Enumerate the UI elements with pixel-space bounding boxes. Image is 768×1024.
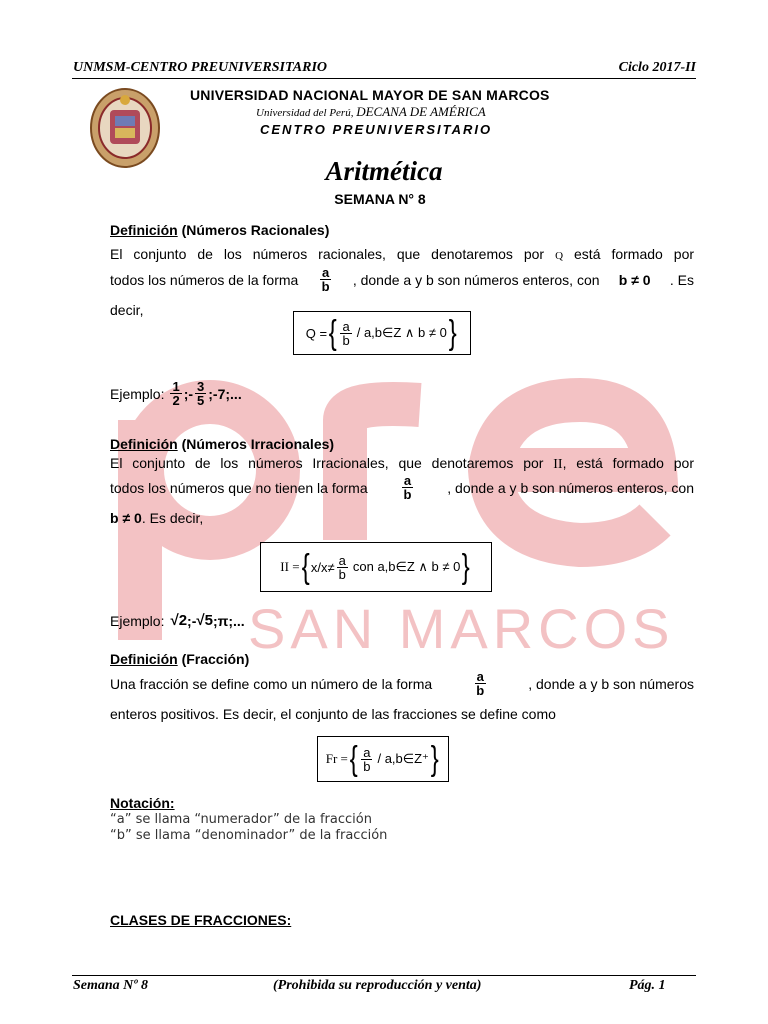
text: está formado por [574, 246, 695, 262]
numerator: 3 [197, 379, 205, 394]
center-name: CENTRO PREUNIVERSITARIO [260, 122, 493, 137]
example-fraction-2 [195, 380, 206, 407]
footer-rule [72, 975, 696, 976]
text: El conjunto de los números Irracionales, que denotaremos por [110, 455, 544, 471]
text: . Es [669, 271, 694, 288]
fraction-a-b [474, 670, 486, 697]
heading-topic: (Números Racionales) [181, 222, 330, 238]
set-fraction [340, 320, 351, 347]
heading-definicion: Definición [110, 436, 178, 452]
heading-topic: (Fracción) [181, 651, 250, 667]
tagline-big: DECANA DE AMÉRICA [356, 104, 486, 119]
denominator: b [321, 279, 330, 294]
right-brace: } [462, 548, 470, 586]
text: todos los números que no tienen la forma [110, 479, 368, 496]
heading-irracionales [110, 434, 334, 454]
example-tail: ;-7;... [208, 385, 242, 402]
denominator: b [342, 332, 350, 348]
numerator: a [342, 318, 350, 334]
heading-racionales [110, 220, 329, 240]
numerator: a [476, 669, 484, 684]
irracionales-example [110, 611, 245, 631]
racionales-example [110, 380, 242, 407]
page-title: Aritmética [325, 156, 443, 186]
rational-symbol: Q [555, 250, 564, 262]
racionales-line-2 [110, 266, 694, 293]
right-brace: } [448, 314, 457, 352]
notacion-line-2: “b” se llama “denominador” de la fracción [110, 828, 388, 843]
text: , donde a y b son números enteros, con [352, 271, 600, 288]
denominator: b [476, 683, 485, 698]
watermark-text: SAN MARCOS [248, 597, 675, 660]
numerator: a [363, 744, 371, 760]
right-brace: } [430, 740, 439, 778]
example-root-2: √2 [170, 612, 188, 629]
heading-definicion: Definición [110, 222, 178, 238]
separator: ;- [183, 385, 194, 402]
irracionales-line-1 [110, 453, 694, 475]
tagline-small: Universidad del Perú, [256, 107, 354, 119]
set-variable: x/x≠ [310, 559, 335, 575]
condition: b ≠ 0 [618, 271, 651, 288]
irracionales-line-2 [110, 474, 694, 501]
racionales-line-3: decir, [110, 302, 144, 318]
text: . Es decir, [141, 510, 204, 526]
left-brace: { [349, 740, 358, 778]
set-definition-fr [317, 736, 449, 782]
heading-definicion: Definición [110, 651, 178, 667]
text: todos los números de la forma [110, 271, 299, 288]
footer-left: Semana Nº 8 [73, 978, 148, 993]
numerator: 1 [172, 379, 180, 394]
text: , está formado por [562, 455, 694, 471]
left-brace: { [328, 314, 337, 352]
text: , donde a y b son números [528, 675, 694, 692]
notacion-heading: Notación: [110, 795, 175, 811]
header-rule [72, 78, 696, 79]
denominator: b [338, 566, 346, 582]
set-lhs: Q = [305, 325, 328, 341]
set-condition: / a,b∈Z ∧ b ≠ 0 [356, 325, 447, 340]
footer-right: Pág. 1 [629, 978, 666, 993]
set-lhs: II = [280, 559, 300, 574]
left-brace: { [301, 548, 310, 586]
numerator: a [321, 265, 330, 280]
text: , donde a y b son números enteros, con [447, 479, 694, 496]
example-label: Ejemplo: [110, 613, 165, 629]
example-root-5: √5 [196, 612, 213, 629]
university-name: UNIVERSIDAD NACIONAL MAYOR DE SAN MARCOS [190, 87, 550, 103]
denominator: 5 [197, 393, 205, 408]
example-tail: ;π;... [212, 613, 245, 629]
set-fraction [337, 554, 348, 581]
footer-center: (Prohibida su reproducción y venta) [273, 978, 482, 993]
fraction-a-b [320, 266, 332, 293]
numerator: a [338, 552, 346, 568]
header-left: UNMSM-CENTRO PREUNIVERSITARIO [73, 60, 328, 75]
denominator: 2 [172, 393, 180, 408]
condition: b ≠ 0 [110, 510, 142, 526]
notacion-line-1: “a” se llama “numerador” de la fracción [110, 812, 372, 827]
header-right: Ciclo 2017-II [618, 60, 696, 75]
irrational-symbol: II [553, 457, 563, 472]
separator: ;- [187, 613, 197, 629]
heading-topic: (Números Irracionales) [181, 436, 335, 452]
set-condition: con a,b∈Z ∧ b ≠ 0 [352, 559, 461, 574]
denominator: b [403, 487, 412, 502]
fraccion-line-1 [110, 670, 694, 697]
set-condition: / a,b∈Z⁺ [377, 751, 429, 766]
racionales-line-1 [110, 244, 694, 266]
denominator: b [363, 758, 371, 774]
set-lhs: Fr = [325, 751, 348, 766]
example-fraction-1 [170, 380, 181, 407]
numerator: a [403, 473, 412, 488]
irracionales-line-3 [110, 508, 203, 528]
example-label: Ejemplo: [110, 385, 165, 402]
university-tagline [256, 104, 486, 120]
week-label: SEMANA N° 8 [334, 191, 426, 207]
clases-heading: CLASES DE FRACCIONES: [110, 912, 292, 928]
text: El conjunto de los números racionales, que denotaremos por [110, 246, 545, 262]
set-fraction [361, 746, 372, 773]
text: Una fracción se define como un número de la forma [110, 675, 433, 692]
fraction-a-b [401, 474, 413, 501]
heading-fraccion [110, 649, 249, 669]
set-definition-ii [260, 542, 492, 592]
fraccion-line-2: enteros positivos. Es decir, el conjunto de las fracciones se define como [110, 706, 556, 722]
set-definition-q [293, 311, 471, 355]
